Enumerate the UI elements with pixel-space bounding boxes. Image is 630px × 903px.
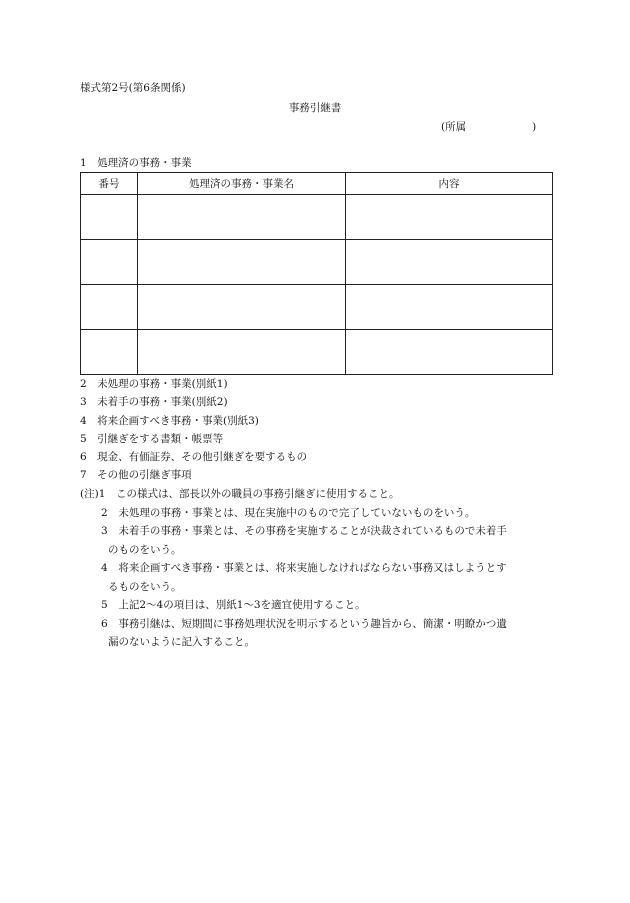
- list-item: 6 現金、有価証券、その他引継ぎを要するもの: [80, 451, 308, 464]
- list-item: 2 未処理の事務・事業(別紙1): [80, 378, 228, 390]
- table-cell[interactable]: [138, 285, 346, 330]
- list-item: 4 将来企画すべき事務・事業(別紙3): [80, 414, 259, 427]
- affiliation-open: (所属: [441, 121, 467, 133]
- table-cell[interactable]: [81, 195, 138, 240]
- list-item: 3 未着手の事務・事業(別紙2): [80, 396, 228, 409]
- table-row: [81, 195, 553, 240]
- notes-prefix: (注): [80, 488, 99, 500]
- table-cell[interactable]: [138, 240, 346, 285]
- table-cell[interactable]: [138, 330, 346, 375]
- table-cell[interactable]: [81, 285, 138, 330]
- table-cell[interactable]: [81, 330, 138, 375]
- note-number: 2: [101, 506, 108, 519]
- table-cell[interactable]: [346, 195, 553, 240]
- note-3-continued: のものをいう。: [108, 543, 182, 556]
- affiliation-close: ): [532, 121, 537, 133]
- table-cell[interactable]: [346, 330, 553, 375]
- table-cell[interactable]: [81, 240, 138, 285]
- table-cell[interactable]: [138, 195, 346, 240]
- processed-tasks-table: [80, 172, 553, 375]
- note-2: [80, 504, 560, 523]
- note-number: 5: [101, 599, 108, 611]
- note-6: [80, 615, 560, 634]
- form-label: 様式第2号(第6条関係): [80, 82, 186, 94]
- table-header-row: [81, 173, 553, 195]
- note-number: 1: [98, 488, 106, 500]
- table-row: [81, 240, 553, 285]
- table-cell[interactable]: [346, 285, 553, 330]
- document-title: 事務引継書: [288, 102, 342, 114]
- note-4: [80, 559, 560, 578]
- section-list: [80, 375, 307, 485]
- col-header-number: 番号: [81, 173, 138, 195]
- note-number: 6: [101, 617, 108, 630]
- col-header-name: 処理済の事務・事業名: [138, 173, 346, 195]
- section1-heading: 1 処理済の事務・事業: [80, 157, 192, 169]
- note-text: 事務引継は、短期間に事務処理状況を明示するという趣旨から、簡潔・明瞭かつ遺: [118, 617, 507, 630]
- note-text: 未着手の事務・事業とは、その事務を実施することが決裁されているもので未着手: [118, 525, 507, 537]
- note-number: 4: [101, 562, 108, 574]
- note-text: 上記2～4の項目は、別紙1～3を適宜使用すること。: [118, 599, 366, 611]
- note-text: 将来企画すべき事務・事業とは、将来実施しなければならない事務又はしようとす: [118, 562, 507, 574]
- list-item: 5 引継ぎをする書類・帳票等: [80, 432, 224, 445]
- affiliation-field: [441, 120, 536, 134]
- note-3: [80, 522, 560, 541]
- col-header-content: 内容: [346, 173, 553, 195]
- table-row: [81, 330, 553, 375]
- note-text: この様式は、部長以外の職員の事務引継ぎに使用すること。: [116, 488, 400, 500]
- note-6-continued: 漏のないように記入すること。: [108, 636, 255, 648]
- notes-section: [80, 485, 560, 652]
- note-4-continued: るものをいう。: [108, 580, 182, 593]
- note-number: 3: [101, 525, 108, 537]
- note-text: 未処理の事務・事業とは、現在実施中のもので完了していないものをいう。: [118, 506, 476, 519]
- note-5: [80, 596, 560, 615]
- table-cell[interactable]: [346, 240, 553, 285]
- list-item: 7 その他の引継ぎ事項: [80, 469, 192, 482]
- note-1: [80, 485, 560, 504]
- table-row: [81, 285, 553, 330]
